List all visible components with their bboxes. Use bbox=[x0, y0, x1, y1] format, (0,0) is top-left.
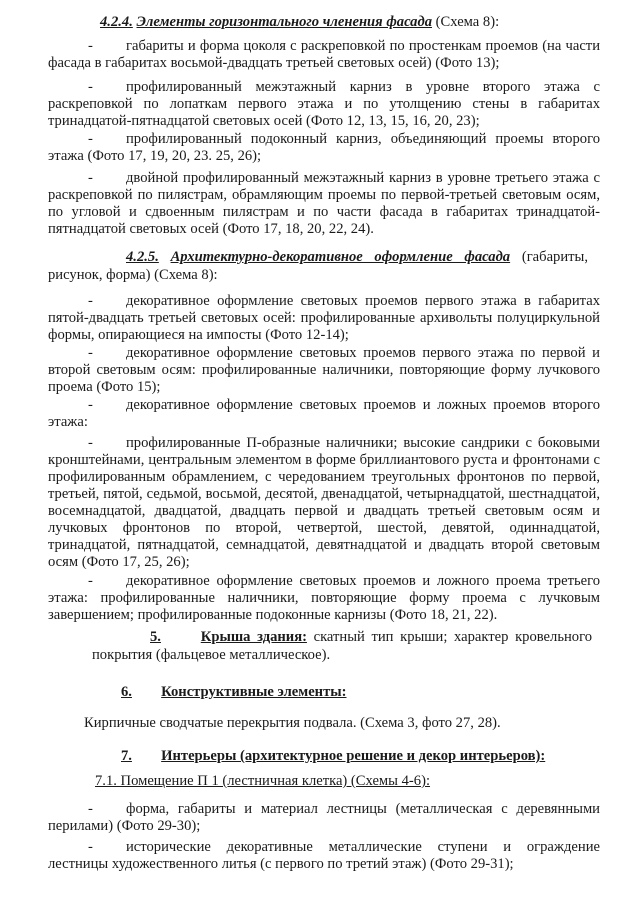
list-item bbox=[48, 573, 600, 624]
section-4-2-5-heading bbox=[48, 248, 588, 284]
list-item-text: профилированный межэтажный карниз в уровне второго этажа с раскреповкой по лопаткам первого этажа и по утолщению стены в габаритах тринадцатой-пятнадцатой световых осей (Фото 12, 13, 15, 16, 20, 23); bbox=[48, 79, 600, 129]
section-title: Архитектурно-декоративное оформление фасада bbox=[170, 249, 511, 265]
section-number: 7. bbox=[121, 748, 132, 764]
list-item bbox=[48, 293, 600, 344]
section-4-2-4-heading bbox=[100, 14, 570, 31]
list-item bbox=[48, 839, 600, 873]
dash-marker: - bbox=[88, 79, 93, 95]
list-item bbox=[48, 131, 600, 165]
section-5 bbox=[92, 628, 592, 664]
list-item bbox=[48, 435, 600, 571]
list-item-text: профилированные П-образные наличники; высокие сандрики с боковыми кронштейнами, центральным элементом в форме бриллиантового руста и фронтонами с профилированным обрамлением, с чередованием треугольных фронтонов по первой, третьей, пятой, седьмой, восьмой, десятой, двенадцатой, четырнадцатой, шестнадцатой, восемнадцатой, двадцатой, двадцать первой и двадцать третьей световым осям и лучковых фронтонов по второй, четвертой, шестой, девятой, одиннадцатой, тринадцатой, пятнадцатой, семнадцатой, девятнадцатой и двадцать второй световым осям (Фото 17, 25, 26); bbox=[48, 435, 600, 570]
section-7-1-heading: 7.1. Помещение П 1 (лестничная клетка) (Схемы 4-6): bbox=[95, 773, 430, 789]
dash-marker: - bbox=[88, 345, 93, 361]
dash-marker: - bbox=[88, 131, 93, 147]
list-item bbox=[48, 801, 600, 835]
section-number: 4.2.5. bbox=[126, 249, 159, 265]
section-6-heading bbox=[121, 684, 521, 701]
dash-marker: - bbox=[88, 573, 93, 589]
section-number: 6. bbox=[121, 684, 132, 700]
dash-marker: - bbox=[88, 397, 93, 413]
list-item-text: декоративное оформление световых проемов и ложных проемов второго этажа: bbox=[48, 397, 600, 430]
list-item bbox=[48, 38, 600, 72]
section-title: Конструктивные элементы: bbox=[161, 684, 347, 700]
section-number: 5. bbox=[150, 629, 161, 645]
section-6-text: Кирпичные сводчатые перекрытия подвала. (Схема 3, фото 27, 28). bbox=[84, 715, 501, 731]
section-title: Элементы горизонтального членения фасада bbox=[136, 14, 433, 30]
list-item-text: профилированный подоконный карниз, объединяющий проемы второго этажа (Фото 17, 19, 20, 23. 25, 26); bbox=[48, 131, 600, 164]
list-item-text: декоративное оформление световых проемов первого этажа по первой и второй световым осям: профилированные наличники, повторяющие форму лучкового проема (Фото 15); bbox=[48, 345, 600, 395]
list-item-text: форма, габариты и материал лестницы (металлическая с деревянными перилами) (Фото 29-30); bbox=[48, 801, 600, 834]
dash-marker: - bbox=[88, 170, 93, 186]
dash-marker: - bbox=[88, 293, 93, 309]
dash-marker: - bbox=[88, 38, 93, 54]
section-title: Крыша здания: bbox=[200, 629, 307, 645]
dash-marker: - bbox=[88, 801, 93, 817]
section-title: Интерьеры (архитектурное решение и декор интерьеров): bbox=[161, 748, 546, 764]
list-item bbox=[48, 170, 600, 238]
dash-marker: - bbox=[88, 435, 93, 451]
section-text: скатный тип крыши; характер кровельного покрытия (фальцевое металлическое). bbox=[92, 629, 592, 663]
list-item-text: исторические декоративные металлические ступени и ограждение лестницы художественного литья (с первого по третий этаж) (Фото 29-31); bbox=[48, 839, 600, 872]
list-item bbox=[48, 397, 600, 431]
section-7-heading bbox=[121, 748, 601, 765]
list-item-text: декоративное оформление световых проемов и ложного проема третьего этажа: профилированные наличники, повторяющие форму проема с лучковым завершением; профилированные подоконные карнизы (Фото 18, 21, 22). bbox=[48, 573, 600, 623]
list-item-text: габариты и форма цоколя с раскреповкой по простенкам проемов (на части фасада в габаритах восьмой-двадцать третьей световых осей) (Фото 13); bbox=[48, 38, 600, 71]
list-item bbox=[48, 79, 600, 130]
dash-marker: - bbox=[88, 839, 93, 855]
section-number: 4.2.4. bbox=[100, 14, 133, 30]
section-ref: (Схема 8): bbox=[432, 14, 500, 30]
list-item-text: декоративное оформление световых проемов первого этажа в габаритах пятой-двадцать третьей световых осей: профилированные архивольты полуциркульной формы, опирающиеся на импосты (Фото 12-14); bbox=[48, 293, 600, 343]
section-ref: (габариты, рисунок, форма) (Схема 8): bbox=[48, 249, 588, 283]
list-item-text: двойной профилированный межэтажный карниз в уровне третьего этажа с раскреповкой по пилястрам, обрамляющим проемы по первой-третьей световым осям, по угловой и сдвоенным пилястрам и по части фасада в габаритах тринадцатой-пятнадцатой световых осей (Фото 17, 18, 20, 22, 24). bbox=[48, 170, 600, 237]
list-item bbox=[48, 345, 600, 396]
